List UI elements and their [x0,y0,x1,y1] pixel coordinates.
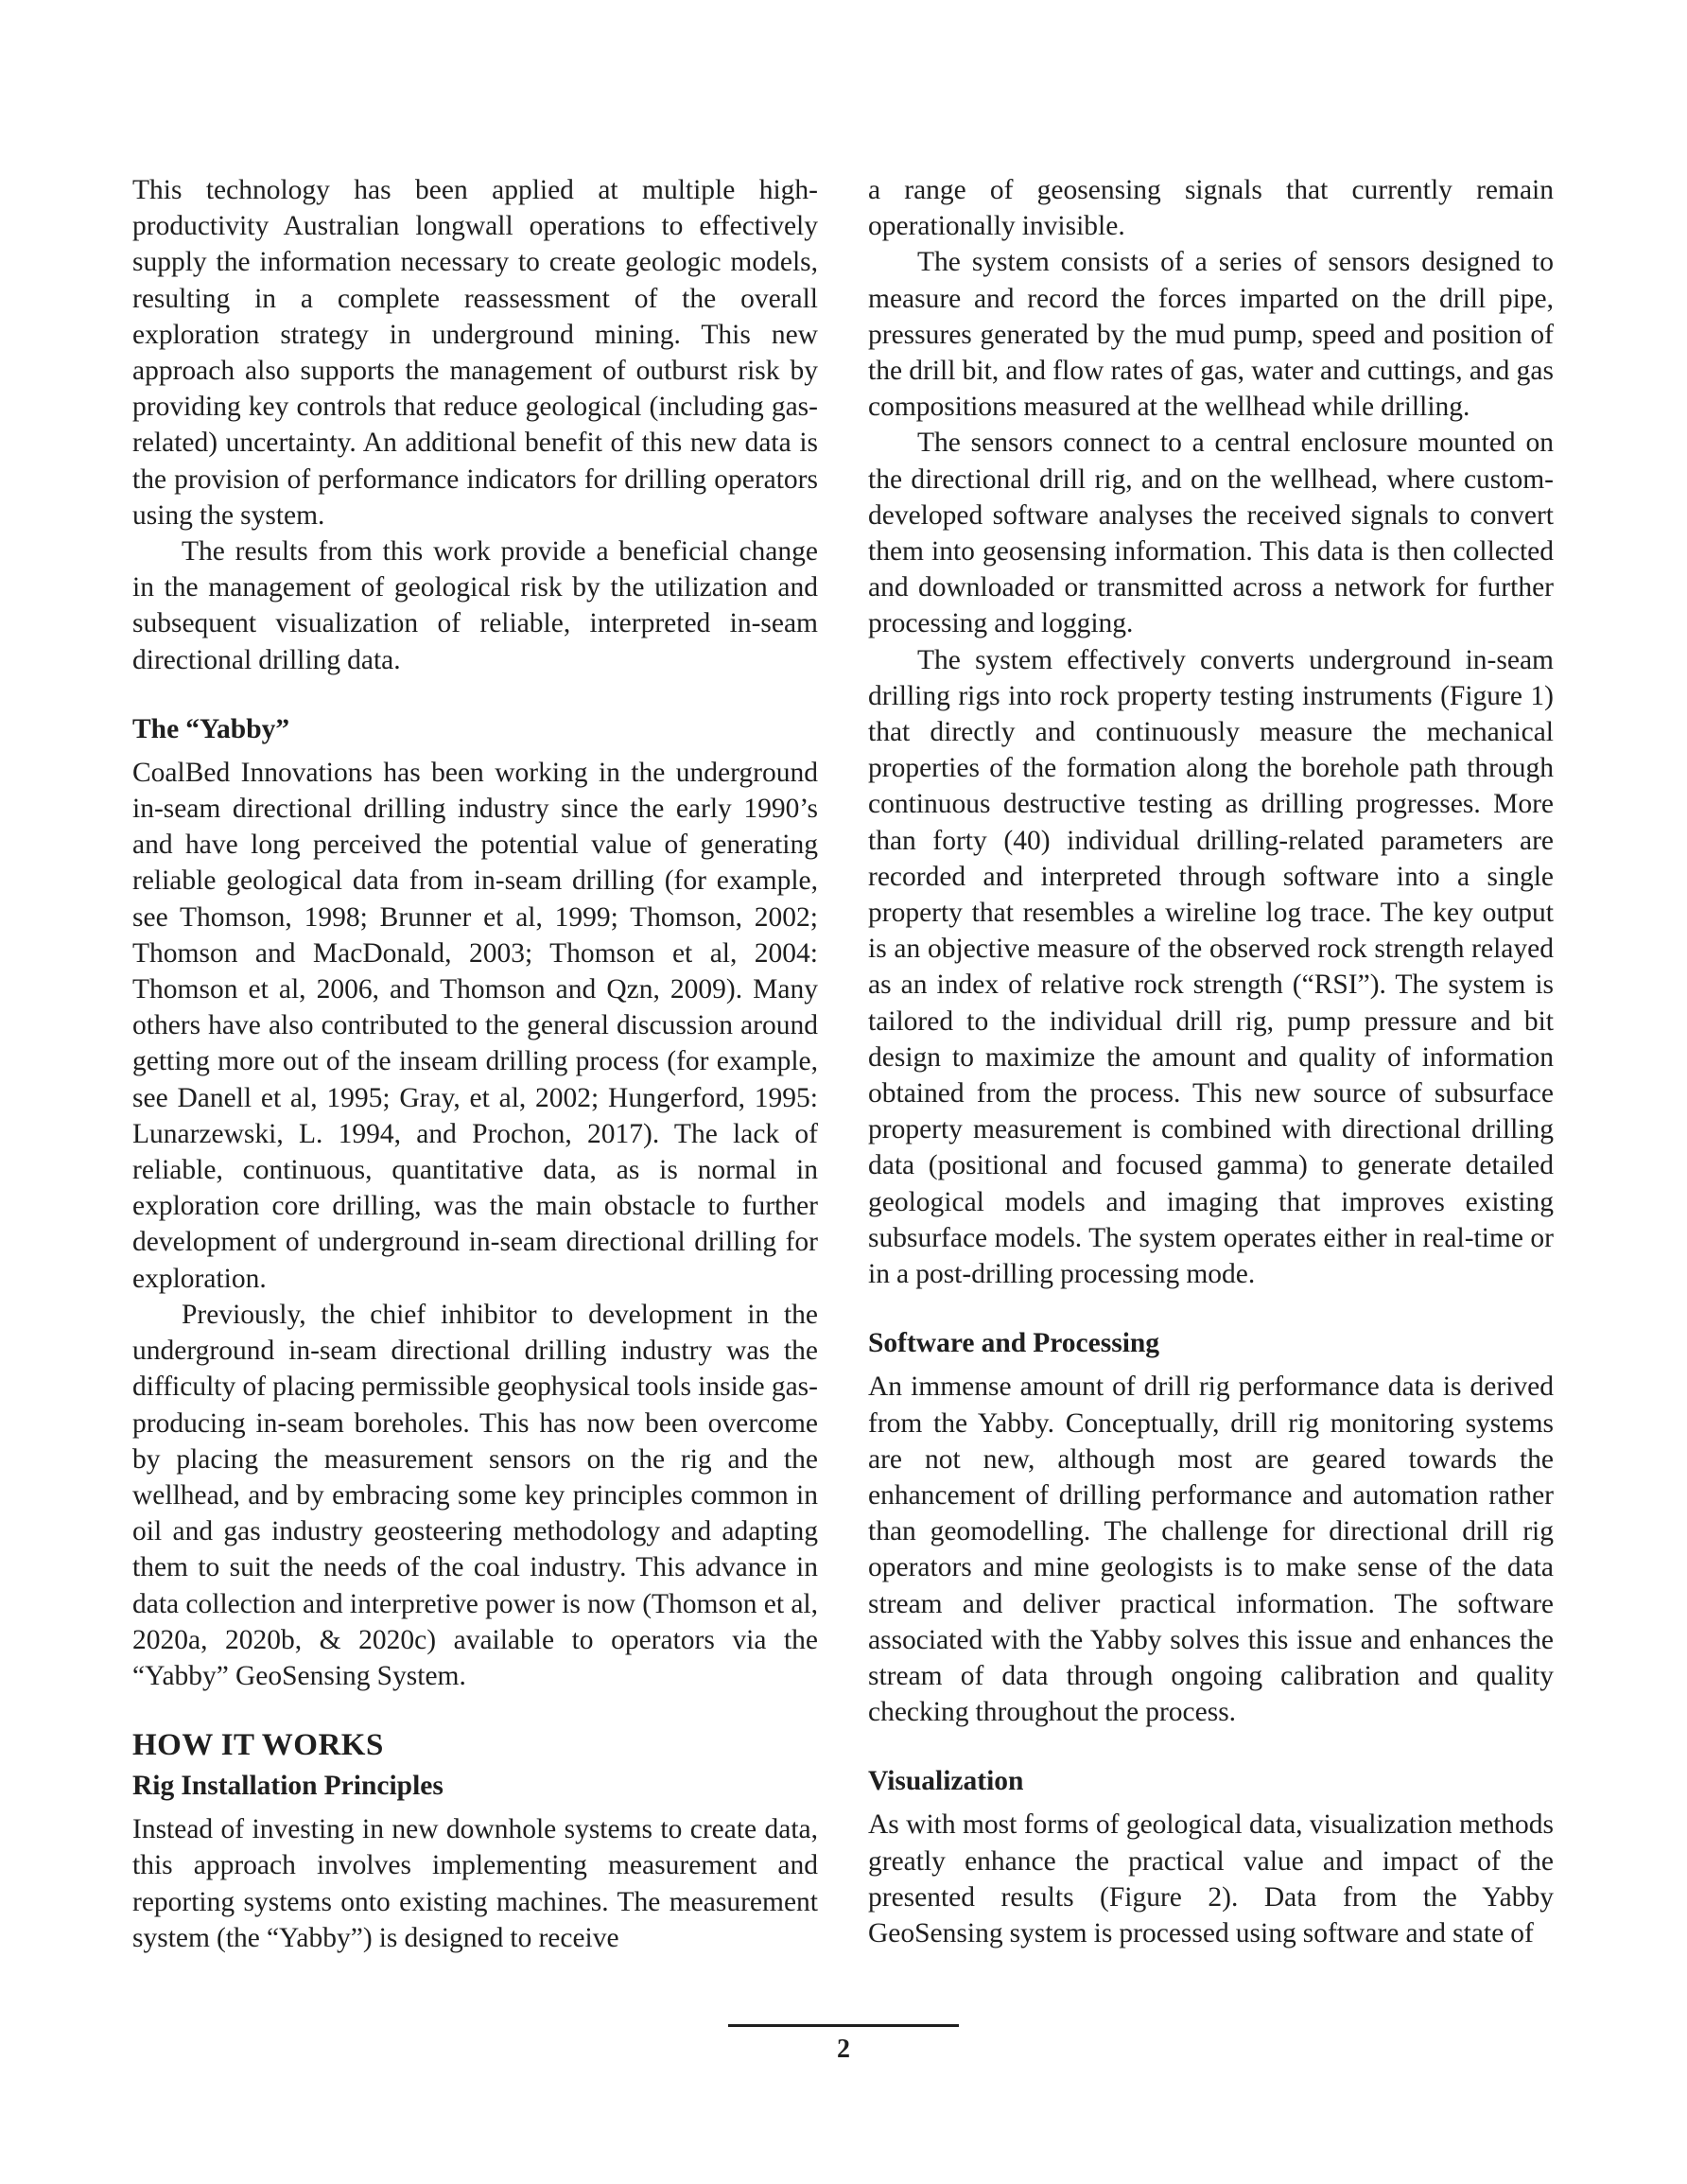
paragraph: Previously, the chief inhibitor to development in the underground in-seam directional drilling industry was the difficulty of placing permissible geophysical tools inside gas-producing in-seam boreholes. This has now been overcome by placing the measurement sensors on the rig and the wellhead, and by embracing some key principles common in oil and gas industry geosteering methodology and adapting them to suit the needs of the coal industry. This advance in data collection and interpretive power is now (Thomson et al, 2020a, 2020b, & 2020c) available to operators via the “Yabby” GeoSensing System. [132,1299,818,1691]
paragraph: An immense amount of drill rig performance data is derived from the Yabby. Conceptually, drill rig monitoring systems are not new, although most are geared towards the enhancement of drilling performance and automation rather than geomodelling. The challenge for directional drill rig operators and mine geologists is to make sense of the data stream and deliver practical information. The software associated with the Yabby solves this issue and enhances the stream of data through ongoing calibration and quality checking throughout the process. [868,1372,1554,1728]
section-heading-visualization: Visualization [868,1766,1024,1797]
subsection-heading-rig-installation: Rig Installation Principles [132,1771,443,1802]
section-heading-how-it-works: HOW IT WORKS [132,1728,384,1763]
section-heading-software: Software and Processing [868,1328,1160,1359]
page-number: 2 [837,2035,850,2064]
paragraph: CoalBed Innovations has been working in the underground in-seam directional drilling industry since the early 1990’s and have long perceived the potential value of generating reliable geological data from in-seam drilling (for example, see Thomson, 1998; Brunner et al, 1999; Thomson, 2002; Thomson and MacDonald, 2003; Thomson et al, 2004: Thomson et al, 2006, and Thomson and Qzn, 2009). Many others have also contributed to the general discussion around getting more out of the inseam drilling process (for example, see Danell et al, 1995; Gray, et al, 2002; Hungerford, 1995: Lunarzewski, L. 1994, and Prochon, 2017). The lack of reliable, continuous, quantitative data, as is normal in exploration core drilling, was the main obstacle to further development of underground in-seam directional drilling for exploration. [132,757,818,1294]
paragraph: As with most forms of geological data, visualization methods greatly enhance the practical value and impact of the presented results (Figure 2). Data from the Yabby GeoSensing system is processed using software and state of [868,1809,1554,1948]
paragraph: The sensors connect to a central enclosure mounted on the directional drill rig, and on the wellhead, where custom-developed software analyses the received signals to convert them into geosensing information. This data is then collected and downloaded or transmitted across a network for further processing and logging. [868,428,1554,639]
paragraph: Instead of investing in new downhole systems to create data, this approach involves implementing measurement and reporting systems onto existing machines. The measurement system (the “Yabby”) is designed to receive [132,1814,818,1953]
left-column [132,172,818,1956]
paragraph: This technology has been applied at multiple high-productivity Australian longwall operations to effectively supply the information necessary to create geologic models, resulting in a complete reassessment of the overall exploration strategy in underground mining. This new approach also supports the management of outburst risk by providing key controls that reduce geological (including gas-related) uncertainty. An additional benefit of this new data is the provision of performance indicators for drilling operators using the system. [132,175,818,531]
paragraph: The system consists of a series of sensors designed to measure and record the forces imparted on the drill pipe, pressures generated by the mud pump, speed and position of the drill bit, and flow rates of gas, water and cuttings, and gas compositions measured at the wellhead while drilling. [868,247,1554,423]
section-heading-yabby: The “Yabby” [132,713,290,744]
paragraph: The results from this work provide a beneficial change in the management of geological risk by the utilization and subsequent visualization of reliable, interpreted in-seam directional drilling data. [132,536,818,675]
paragraph: a range of geosensing signals that currently remain operationally invisible. [868,175,1554,242]
right-column [868,172,1554,1951]
paragraph: The system effectively converts underground in-seam drilling rigs into rock property testing instruments (Figure 1) that directly and continuously measure the mechanical properties of the formation along the borehole path through continuous destructive testing as drilling progresses. More than forty (40) individual drilling-related parameters are recorded and interpreted through software into a single property that resembles a wireline log trace. The key output is an objective measure of the observed rock strength relayed as an index of relative rock strength (“RSI”). The system is tailored to the individual drill rig, pump pressure and bit design to maximize the amount and quality of information obtained from the process. This new source of subsurface property measurement is combined with directional drilling data (positional and focused gamma) to generate detailed geological models and imaging that improves existing subsurface models. The system operates either in real-time or in a post-drilling processing mode. [868,644,1554,1290]
footer-rule [728,2024,959,2027]
